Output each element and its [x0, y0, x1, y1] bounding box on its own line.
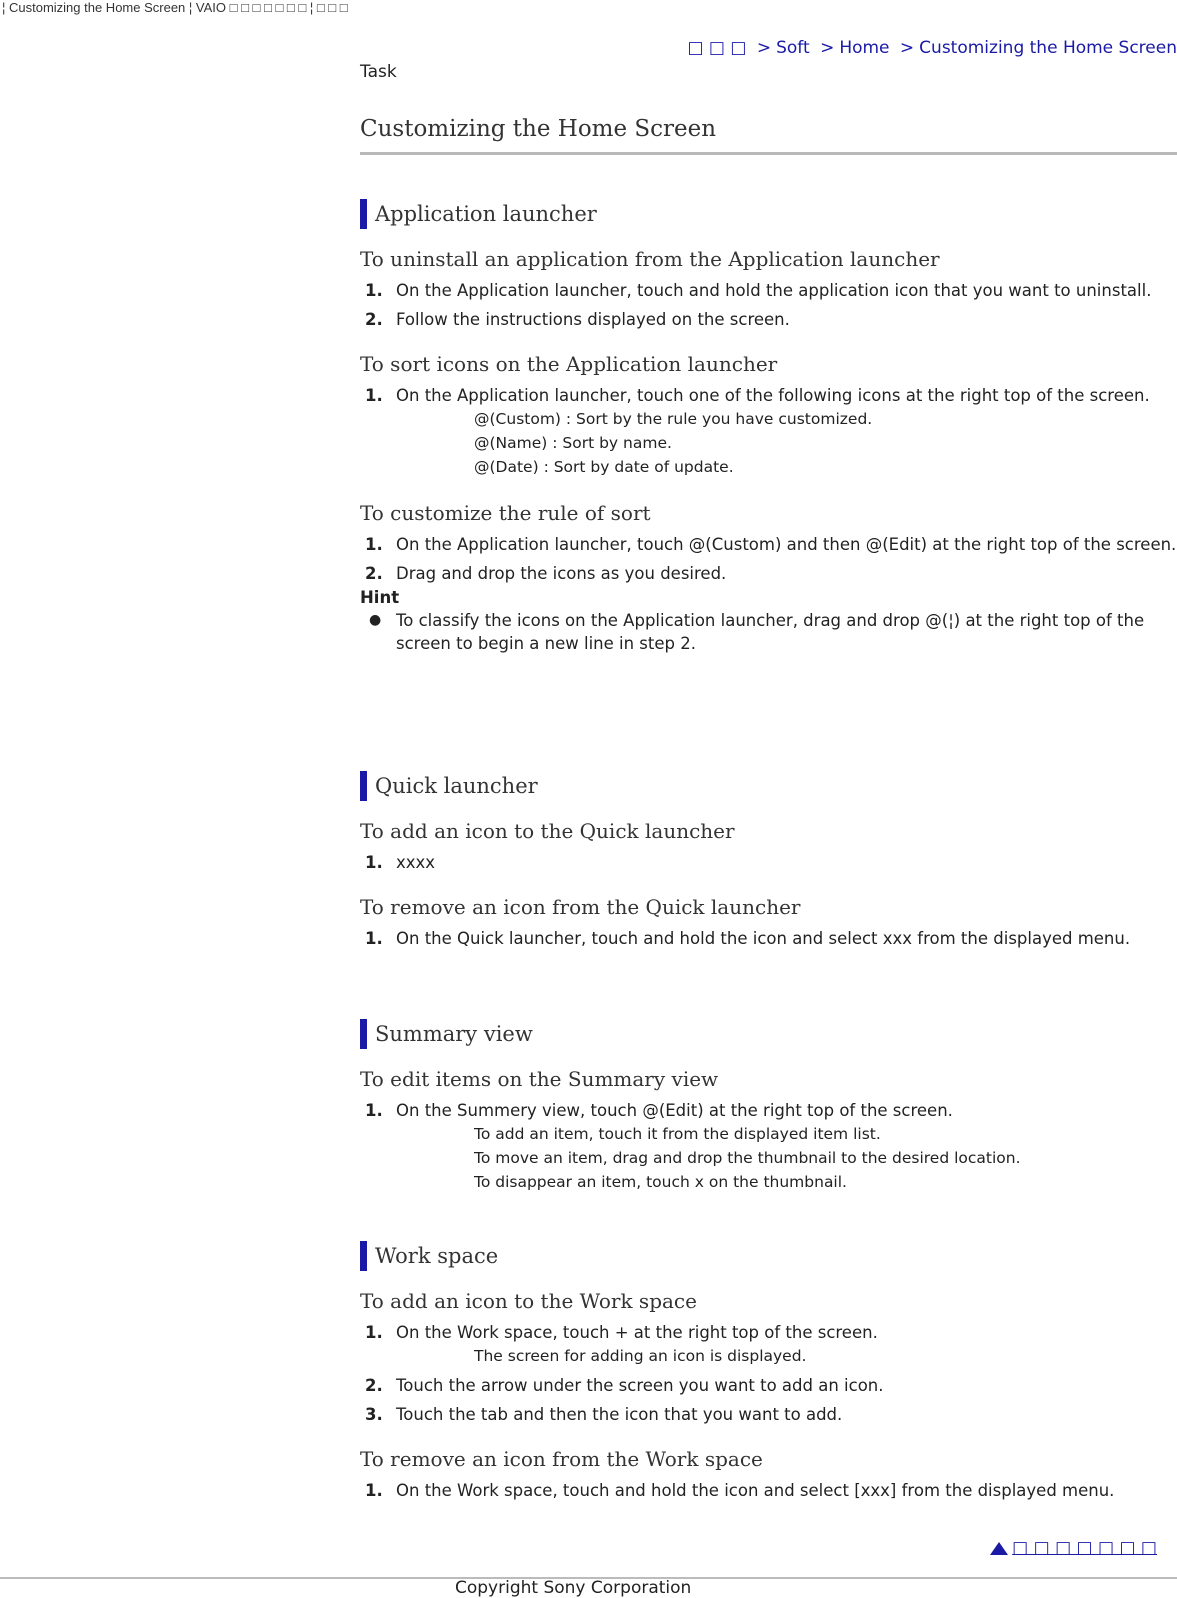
sub-heading: To edit items on the Summary view [360, 1067, 719, 1091]
hint-list [360, 609, 1177, 655]
sub-heading: To remove an icon from the Work space [360, 1447, 763, 1471]
step-text: Touch the arrow under the screen you want to add an icon. [396, 1376, 884, 1395]
hint-item [360, 609, 1177, 655]
step-text: On the Work space, touch and hold the icon and select [xxx] from the displayed menu. [396, 1481, 1115, 1500]
step-item [360, 1321, 1177, 1344]
sub-heading: To uninstall an application from the Application launcher [360, 247, 940, 271]
step-item [360, 384, 1177, 407]
section-heading: Quick launcher [360, 771, 1177, 801]
step-item [360, 533, 1177, 556]
steps-list [360, 1374, 1177, 1426]
hint-label: Hint [360, 588, 400, 607]
step-note: @(Name) : Sort by name. [474, 434, 672, 452]
sub-heading: To customize the rule of sort [360, 501, 651, 525]
step-text: Drag and drop the icons as you desired. [396, 564, 727, 583]
steps-list [360, 927, 1177, 950]
step-note: The screen for adding an icon is displayed. [474, 1347, 807, 1365]
steps-list [360, 279, 1177, 331]
step-item [360, 1099, 1177, 1122]
step-number: 1. [365, 386, 383, 405]
step-note: @(Date) : Sort by date of update. [474, 458, 734, 476]
breadcrumb-home-link[interactable]: □ □ □ [687, 38, 747, 58]
triangle-up-icon [990, 1542, 1008, 1555]
step-text: xxxx [396, 853, 436, 872]
step-note: To disappear an item, touch x on the thumbnail. [474, 1173, 847, 1191]
sub-heading: To add an icon to the Work space [360, 1289, 697, 1313]
steps-list [360, 1479, 1177, 1502]
back-to-top-link[interactable] [990, 1538, 1157, 1558]
section-heading: Application launcher [360, 199, 1177, 229]
breadcrumb-soft-link[interactable]: Soft [776, 38, 810, 58]
step-number: 1. [365, 281, 383, 300]
step-text: On the Work space, touch + at the right top of the screen. [396, 1323, 878, 1342]
step-number: 1. [365, 1101, 383, 1120]
breadcrumb-current-link[interactable]: Customizing the Home Screen [919, 38, 1177, 58]
sub-heading: To add an icon to the Quick launcher [360, 819, 735, 843]
breadcrumb-home-section-link[interactable]: Home [839, 38, 890, 58]
step-note: @(Custom) : Sort by the rule you have customized. [474, 410, 873, 428]
step-item [360, 308, 1177, 331]
breadcrumb-separator: > [756, 38, 772, 58]
step-note: To add an item, touch it from the displayed item list. [474, 1125, 881, 1143]
step-item [360, 562, 1177, 585]
sub-heading: To sort icons on the Application launcher [360, 352, 778, 376]
step-number: 1. [365, 929, 383, 948]
step-number: 1. [365, 1481, 383, 1500]
steps-list [360, 851, 1177, 874]
steps-list [360, 1099, 1177, 1122]
breadcrumb [687, 38, 1177, 58]
steps-list [360, 1321, 1177, 1344]
breadcrumb-separator: > [820, 38, 835, 58]
step-text: On the Application launcher, touch @(Custom) and then @(Edit) at the right top of the screen. [396, 535, 1177, 554]
step-text: On the Quick launcher, touch and hold the icon and select xxx from the displayed menu. [396, 929, 1131, 948]
step-item [360, 927, 1177, 950]
hint-text: To classify the icons on the Application launcher, drag and drop @(¦) at the right top of the screen to begin a new line in step 2. [396, 611, 1145, 653]
category-label: Task [360, 62, 397, 82]
step-number: 2. [365, 564, 383, 583]
step-item [360, 1374, 1177, 1397]
step-item [360, 1403, 1177, 1426]
back-to-top-label: □ □ □ □ □ □ □ [1012, 1538, 1157, 1558]
step-number: 2. [365, 310, 383, 329]
section-quick-launcher [360, 771, 1177, 950]
step-number: 3. [365, 1405, 383, 1424]
step-text: Follow the instructions displayed on the screen. [396, 310, 790, 329]
step-text: On the Application launcher, touch one of the following icons at the right top of the screen. [396, 386, 1150, 405]
section-summary-view [360, 1019, 1177, 1194]
step-item [360, 851, 1177, 874]
section-heading: Summary view [360, 1019, 1177, 1049]
step-number: 1. [365, 535, 383, 554]
bullet-icon: ● [369, 612, 382, 628]
print-header: ¦ Customizing the Home Screen ¦ VAIO □ □ □ □ □ □ □ ¦ □ □ □ [2, 0, 348, 15]
step-number: 2. [365, 1376, 383, 1395]
step-number: 1. [365, 1323, 383, 1342]
step-text: On the Application launcher, touch and hold the application icon that you want to uninstall. [396, 281, 1152, 300]
step-number: 1. [365, 853, 383, 872]
section-application-launcher [360, 199, 1177, 655]
steps-list [360, 384, 1177, 407]
breadcrumb-separator: > [899, 38, 915, 58]
page-title: Customizing the Home Screen [360, 116, 1177, 155]
step-item [360, 1479, 1177, 1502]
sub-heading: To remove an icon from the Quick launcher [360, 895, 801, 919]
copyright: Copyright Sony Corporation [455, 1578, 692, 1598]
step-text: Touch the tab and then the icon that you want to add. [396, 1405, 843, 1424]
section-heading: Work space [360, 1241, 1177, 1271]
step-note: To move an item, drag and drop the thumbnail to the desired location. [474, 1149, 1021, 1167]
section-work-space [360, 1241, 1177, 1502]
step-text: On the Summery view, touch @(Edit) at the right top of the screen. [396, 1101, 953, 1120]
steps-list [360, 533, 1177, 585]
step-item [360, 279, 1177, 302]
